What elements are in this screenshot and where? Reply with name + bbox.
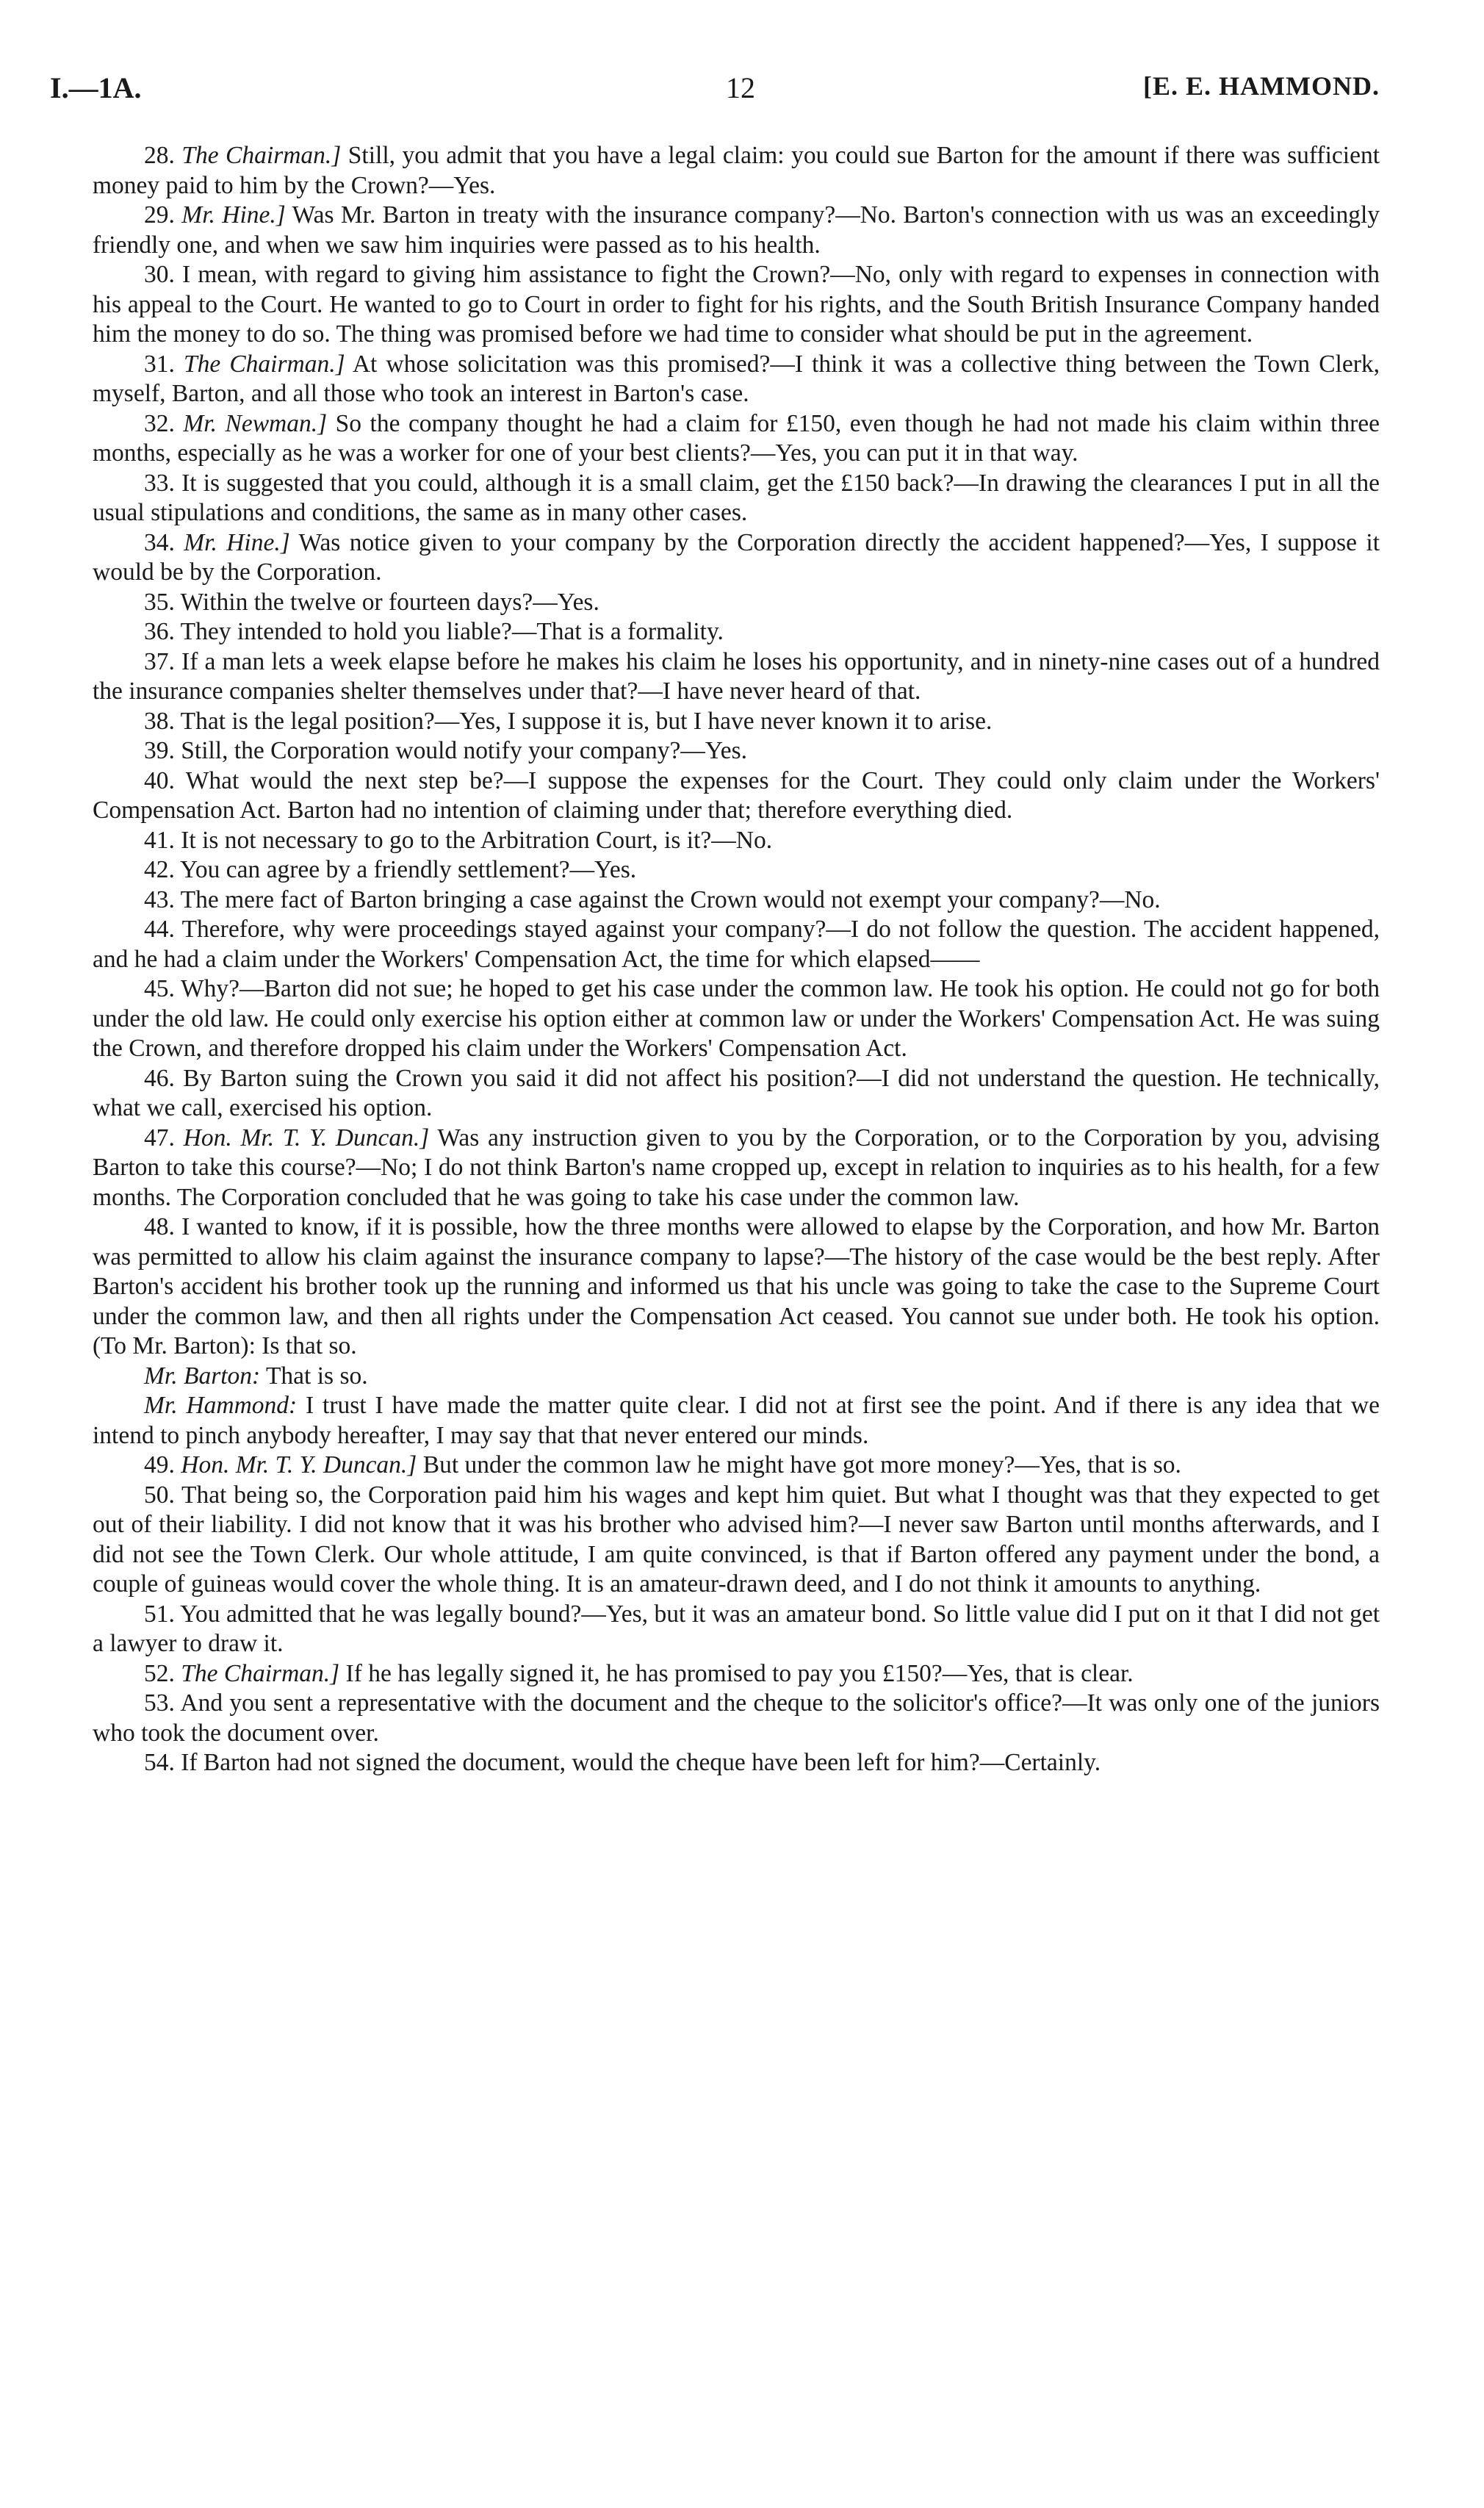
question-number: 43. [144,885,175,913]
transcript-paragraph [93,1748,1380,1778]
transcript-paragraph [93,1689,1380,1748]
transcript-paragraph [93,915,1380,974]
transcript-paragraph [93,1212,1380,1362]
question-number: 47. [144,1124,175,1151]
speaker-label: Mr. Hammond: [144,1392,298,1419]
speaker-label: Mr. Newman.] [183,409,328,437]
paragraph-text: Still, you admit that you have a legal claim: you could sue Barton for the amount if there was sufficient money paid to him by the Crown?—Yes. [93,142,1380,199]
question-number: 45. [144,975,175,1002]
transcript-paragraph [93,1064,1380,1124]
running-header [50,71,1380,115]
paragraph-text: Was any instruction given to you by the Corporation, or to the Corporation by you, advising Barton to take this course?—No; I do not think Barton's name cropped up, except in relation to inquiries as to his health, for a few months. The Corporation concluded that he was going to take his case under the common law. [93,1124,1380,1211]
transcript-paragraph [93,707,1380,737]
paragraph-text: So the company thought he had a claim for £150, even though he had not made his claim within three months, especially as he was a worker for one of your best clients?—Yes, you can put it in that way. [93,409,1380,467]
question-number: 51. [144,1600,175,1628]
paragraph-text: Was notice given to your company by the Corporation directly the accident happened?—Yes, I suppose it would be by the Corporation. [93,528,1380,586]
paragraph-text: Why?—Barton did not sue; he hoped to get his case under the common law. He took his option. He could not go for both under the old law. He could only exercise his option either at common law or under the Workers' Compensation Act. He was suing the Crown, and therefore dropped his claim under the Workers' Compensation Act. [93,975,1380,1062]
question-number: 32. [144,409,175,437]
paragraph-text: That being so, the Corporation paid him his wages and kept him quiet. But what I thought was that they expected to get out of their liability. I did not know that it was his brother who advised him?—I never saw Barton until months afterwards, and I did not see the Town Clerk. Our whole attitude, I am quite convinced, is that if Barton offered any payment under the bond, a couple of guineas would cover the whole thing. It is an amateur-drawn deed, and I do not think it amounts to anything. [93,1481,1380,1598]
question-number: 31. [144,350,175,378]
speaker-label: The Chairman.] [181,142,342,169]
transcript-paragraph [93,885,1380,916]
paragraph-text: I mean, with regard to giving him assistance to fight the Crown?—No, only with regard to expenses in connection with his appeal to the Court. He wanted to go to Court in order to fight for his rights, and the South British Insurance Company handed him the money to do so. The thing was promised before we had time to consider what should be put in the agreement. [93,261,1380,348]
transcript-paragraph [93,736,1380,766]
transcript-paragraph [93,528,1380,588]
transcript-body [93,141,1380,1778]
paragraph-text: That is the legal position?—Yes, I suppose it is, but I have never known it to arise. [174,707,993,735]
question-number: 41. [144,826,175,854]
speaker-label: Mr. Hine.] [181,201,286,229]
transcript-paragraph [93,647,1380,707]
speaker-label: The Chairman.] [183,350,345,378]
question-number: 35. [144,588,175,616]
paragraph-text: They intended to hold you liable?—That is a formality. [174,618,724,645]
transcript-paragraph [93,826,1380,856]
transcript-paragraph [93,1451,1380,1481]
question-number: 44. [144,916,175,943]
paragraph-text: If a man lets a week elapse before he makes his claim he loses his opportunity, and in ninety-nine cases out of a hundred the insurance companies shelter themselves under that?—I have never heard of that. [93,647,1380,705]
speaker-label: The Chairman.] [181,1659,340,1687]
transcript-paragraph [93,1481,1380,1600]
paragraph-text: What would the next step be?—I suppose the expenses for the Court. They could only claim under the Workers' Compensation Act. Barton had no intention of claiming under that; therefore everything died. [93,766,1380,824]
transcript-paragraph [93,1362,1380,1392]
paragraph-text: Within the twelve or fourteen days?—Yes. [174,588,599,616]
transcript-paragraph [93,855,1380,885]
question-number: 50. [144,1481,175,1509]
question-number: 36. [144,618,175,645]
transcript-paragraph [93,350,1380,409]
paragraph-text: The mere fact of Barton bringing a case against the Crown would not exempt your company?—No. [174,885,1161,913]
transcript-paragraph [93,141,1380,201]
transcript-paragraph [93,974,1380,1064]
transcript-paragraph [93,1600,1380,1659]
paragraph-text: That is so. [260,1362,368,1390]
transcript-paragraph [93,409,1380,469]
speaker-label: Mr. Hine.] [184,528,290,556]
transcript-paragraph [93,201,1380,260]
witness-name: [E. E. HAMMOND. [1143,71,1380,101]
transcript-paragraph [93,1391,1380,1451]
paragraph-text: At whose solicitation was this promised?—I think it was a collective thing between the Town Clerk, myself, Barton, and all those who took an interest in Barton's case. [93,350,1380,407]
paragraph-text: You admitted that he was legally bound?—Yes, but it was an amateur bond. So little value did I put on it that I did not get a lawyer to draw it. [93,1600,1380,1657]
speaker-label: Hon. Mr. T. Y. Duncan.] [183,1124,430,1151]
transcript-paragraph [93,617,1380,647]
speaker-label: Mr. Barton: [144,1362,261,1390]
question-number: 28. [144,142,175,169]
question-number: 42. [144,856,175,883]
question-number: 38. [144,707,175,735]
paragraph-text: You can agree by a friendly settlement?—Yes. [174,856,637,883]
question-number: 39. [144,737,175,764]
question-number: 48. [144,1213,175,1240]
paragraph-text: If he has legally signed it, he has promised to pay you £150?—Yes, that is clear. [339,1659,1134,1687]
transcript-paragraph [93,1124,1380,1213]
paragraph-text: Still, the Corporation would notify your company?—Yes. [174,737,748,764]
transcript-paragraph [93,469,1380,528]
paragraph-text: It is suggested that you could, although it is a small claim, get the £150 back?—In drawing the clearances I put in all the usual stipulations and conditions, the same as in many other cases. [93,469,1380,526]
paragraph-text: But under the common law he might have got more money?—Yes, that is so. [417,1451,1181,1478]
question-number: 30. [144,261,175,288]
question-number: 29. [144,201,175,229]
transcript-paragraph [93,1659,1380,1689]
document-reference: I.—1A. [50,71,142,104]
paragraph-text: I wanted to know, if it is possible, how the three months were allowed to elapse by the Corporation, and how Mr. Barton was permitted to allow his claim against the insurance company to lapse?—The history of the case would be the best reply. After Barton's accident his brother took up the running and informed us that his uncle was going to take the case to the Supreme Court under the common law, and then all rights under the Compensation Act ceased. You cannot sue under both. He took his option. (To Mr. Barton): Is that so. [93,1213,1380,1359]
transcript-paragraph [93,588,1380,618]
question-number: 33. [144,469,175,497]
page-number: 12 [726,71,755,104]
paragraph-text: I trust I have made the matter quite clear. I did not at first see the point. And if there is any idea that we intend to pinch anybody hereafter, I may say that that never entered our minds. [93,1392,1380,1449]
paragraph-text: Therefore, why were proceedings stayed against your company?—I do not follow the question. The accident happened, and he had a claim under the Workers' Compensation Act, the time for which elapsed—— [93,916,1380,973]
paragraph-text: If Barton had not signed the document, would the cheque have been left for him?—Certainly. [174,1749,1101,1776]
question-number: 34. [144,528,175,556]
question-number: 40. [144,766,175,794]
paragraph-text: And you sent a representative with the document and the cheque to the solicitor's office?—It was only one of the juniors who took the document over. [93,1689,1380,1747]
paragraph-text: It is not necessary to go to the Arbitration Court, is it?—No. [174,826,773,854]
question-number: 54. [144,1749,175,1776]
question-number: 53. [144,1689,175,1717]
question-number: 46. [144,1064,175,1092]
transcript-paragraph [93,766,1380,826]
question-number: 52. [144,1659,175,1687]
question-number: 37. [144,647,175,675]
question-number: 49. [144,1451,175,1478]
paragraph-text: By Barton suing the Crown you said it did not affect his position?—I did not understand the question. He technically, what we call, exercised his option. [93,1064,1380,1121]
paragraph-text: Was Mr. Barton in treaty with the insurance company?—No. Barton's connection with us was an exceedingly friendly one, and when we saw him inquiries were passed as to his health. [93,201,1380,259]
transcript-paragraph [93,260,1380,350]
speaker-label: Hon. Mr. T. Y. Duncan.] [181,1451,417,1478]
